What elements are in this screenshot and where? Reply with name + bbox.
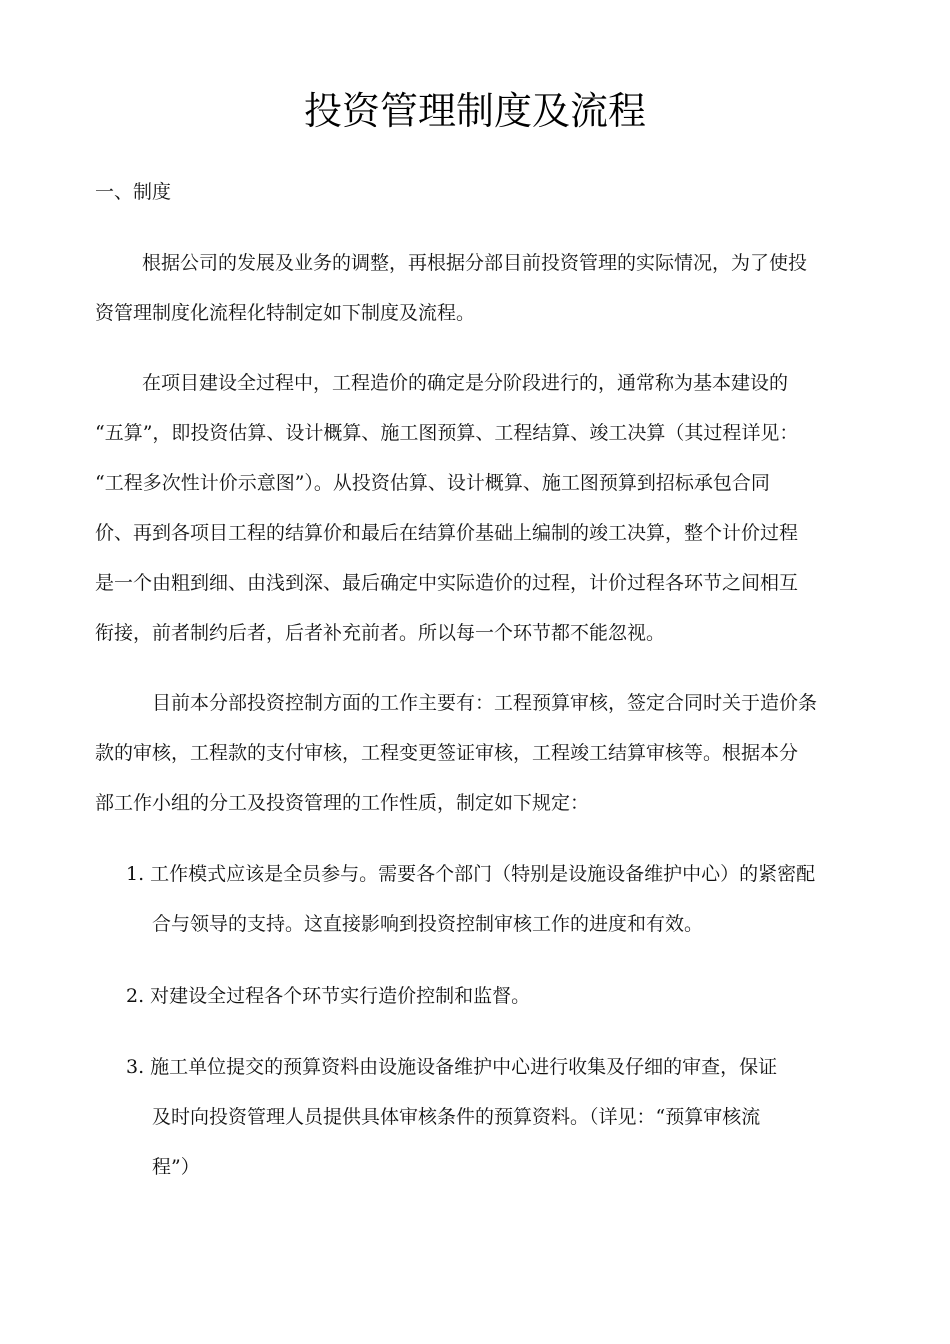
list-item-1-line-1: 1. 工作模式应该是全员参与。需要各个部门（特别是设施设备维护中心）的紧密配 (126, 863, 816, 885)
paragraph-3-line-1: 目前本分部投资控制方面的工作主要有：工程预算审核，签定合同时关于造价条 (152, 692, 818, 714)
paragraph-2-line-5: 是一个由粗到细、由浅到深、最后确定中实际造价的过程，计价过程各环节之间相互 (95, 572, 799, 594)
paragraph-2-line-4: 价、再到各项目工程的结算价和最后在结算价基础上编制的竣工决算，整个计价过程 (95, 522, 799, 544)
paragraph-2-line-6: 衔接，前者制约后者，后者补充前者。所以每一个环节都不能忽视。 (95, 622, 666, 644)
paragraph-3-line-3: 部工作小组的分工及投资管理的工作性质，制定如下规定： (95, 792, 590, 814)
list-item-2-line-1: 2. 对建设全过程各个环节实行造价控制和监督。 (126, 985, 531, 1007)
section-heading: 一、制度 (95, 181, 172, 203)
list-item-3-line-2: 及时向投资管理人员提供具体审核条件的预算资料。（详见：“预算审核流 (152, 1106, 761, 1128)
paragraph-1-line-1: 根据公司的发展及业务的调整，再根据分部目前投资管理的实际情况，为了使投 (142, 252, 808, 274)
list-item-3-line-3: 程”） (152, 1156, 200, 1178)
document-title: 投资管理制度及流程 (303, 89, 646, 133)
paragraph-2-line-2: “五算”，即投资估算、设计概算、施工图预算、工程结算、竣工决算（其过程详见： (95, 422, 799, 444)
paragraph-2-line-3: “工程多次性计价示意图”）。从投资估算、设计概算、施工图预算到招标承包合同 (95, 472, 770, 494)
list-item-3-line-1: 3. 施工单位提交的预算资料由设施设备维护中心进行收集及仔细的审查，保证 (126, 1056, 778, 1078)
paragraph-3-line-2: 款的审核，工程款的支付审核，工程变更签证审核，工程竣工结算审核等。根据本分 (95, 742, 799, 764)
paragraph-1-line-2: 资管理制度化流程化特制定如下制度及流程。 (95, 302, 476, 324)
paragraph-2-line-1: 在项目建设全过程中，工程造价的确定是分阶段进行的，通常称为基本建设的 (142, 372, 789, 394)
list-item-1-line-2: 合与领导的支持。这直接影响到投资控制审核工作的进度和有效。 (152, 913, 704, 935)
